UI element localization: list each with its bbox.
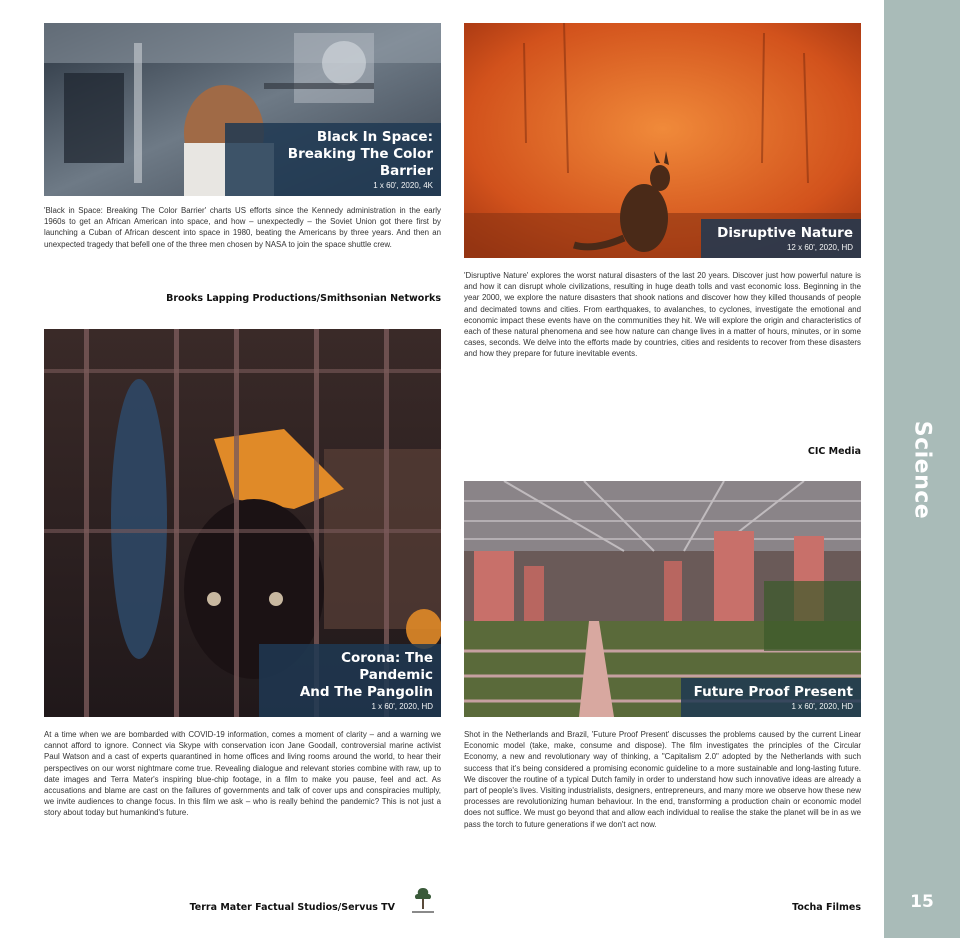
disruptive-nature-description: 'Disruptive Nature' explores the worst natural disasters of the last 20 years. Discover just how powerful nature is and how it can disrupt whole civilizations, resulting in huge death tolls and vast economic loss. Beginning in the year 2000, we explore the nature disasters that shook nations and discover how they killed thousands of people and decimated towns and cities. From earthquakes, to avalanches, to cyclones, investigate the emotional and economic impact these events have on the communities they hit. We will explore the origin and characteristics of each of these natural phenomena and see how nature can change lives in a matter of hours, minutes, or in some cases, seconds. We delve into the efforts made by countries, cities and residents to recover from these disasters and how they prepare for future inevitable events.	[464, 271, 861, 359]
corona-caption	[259, 644, 441, 717]
corona-credit: Terra Mater Factual Studios/Servus TV	[189, 902, 395, 913]
page-number: 15	[910, 892, 934, 912]
corona-title-line1: Corona: The Pandemic	[341, 650, 433, 683]
black-in-space-meta: 1 x 60', 2020, 4K	[373, 181, 433, 190]
corona-meta: 1 x 60', 2020, HD	[371, 702, 433, 711]
disruptive-nature-meta: 12 x 60', 2020, HD	[786, 243, 853, 252]
future-proof-present-photo	[464, 481, 861, 717]
future-proof-present-description: Shot in the Netherlands and Brazil, 'Future Proof Present' discusses the problems caused by the current Linear Economic model (take, make, consume and dispose). The film investigates the principles of the Circular Economy, a new and revolutionary way of thinking, a "Capitalism 2.0" adopted by the Netherlands with such success that it's being considered a promising economic guideline to a more sustainable and long-lasting future. We discover the routine of a typical Dutch family in order to understand how such innovative ideas are already a part of people's lives. Visiting industrialists, designers, entrepreneurs, and many more we observe how these new processes are revolutionizing human behaviour. In the end, transforming a production chain or economic model does not suffice. We must go beyond that and allow each individual to realise the stake the planet will be in as we pass the torch to future generations if we don't act now.	[464, 730, 861, 829]
future-proof-present-caption	[681, 678, 861, 717]
disruptive-nature-title: Disruptive Nature	[717, 225, 853, 241]
black-in-space-description: 'Black in Space: Breaking The Color Barrier' charts US efforts since the Kennedy administration in the early 1960s to get an African American into space, and how – unexpectedly – the Soviet Union got there first by launching a Cuban of African descent into space in 1980, beating the Americans by three years. And then an unexpected tragedy that befell one of the three men chosen by NASA to join the space shuttle crew.	[44, 206, 441, 249]
corona-description: At a time when we are bombarded with COVID-19 information, comes a moment of clarity – and a warning we cannot afford to ignore. Connect via Skype with conservation icon Jane Goodall, controversial marine activist Paul Watson and a cast of experts quarantined in home offices and living rooms around the world, to hear their perspectives on our worst nightmare come true. Revealing dialogue and relevant stories combine with raw, up to date images and Terra Mater's inspiring blue-chip footage, in a film to make you pause, feel and act. As accusations and blame are cast on the failures of governments and talk of cover ups and conspiracies multiply, we invite audiences to change focus. In this film we ask – who is really behind the pandemic? This is not just a story about today but humankind's future.	[44, 730, 441, 818]
disruptive-nature-photo	[464, 23, 861, 258]
future-proof-present-title: Future Proof Present	[693, 684, 853, 700]
black-in-space-title-line1: Black In Space:	[316, 129, 433, 145]
future-proof-present-meta: 1 x 60', 2020, HD	[791, 702, 853, 711]
black-in-space-credit: Brooks Lapping Productions/Smithsonian Networks	[166, 293, 441, 304]
black-in-space-title-line2: Breaking The Color Barrier	[287, 146, 433, 179]
disruptive-nature-caption	[701, 219, 861, 258]
future-proof-present-credit: Tocha Filmes	[792, 902, 861, 913]
disruptive-nature-credit: CIC Media	[807, 446, 861, 457]
section-label: Science	[909, 420, 935, 520]
corona-title-line2: And The Pangolin	[299, 684, 433, 700]
corona-photo	[44, 329, 441, 717]
black-in-space-photo	[44, 23, 441, 196]
terra-mater-logo-icon	[406, 884, 440, 916]
black-in-space-caption	[225, 123, 441, 196]
